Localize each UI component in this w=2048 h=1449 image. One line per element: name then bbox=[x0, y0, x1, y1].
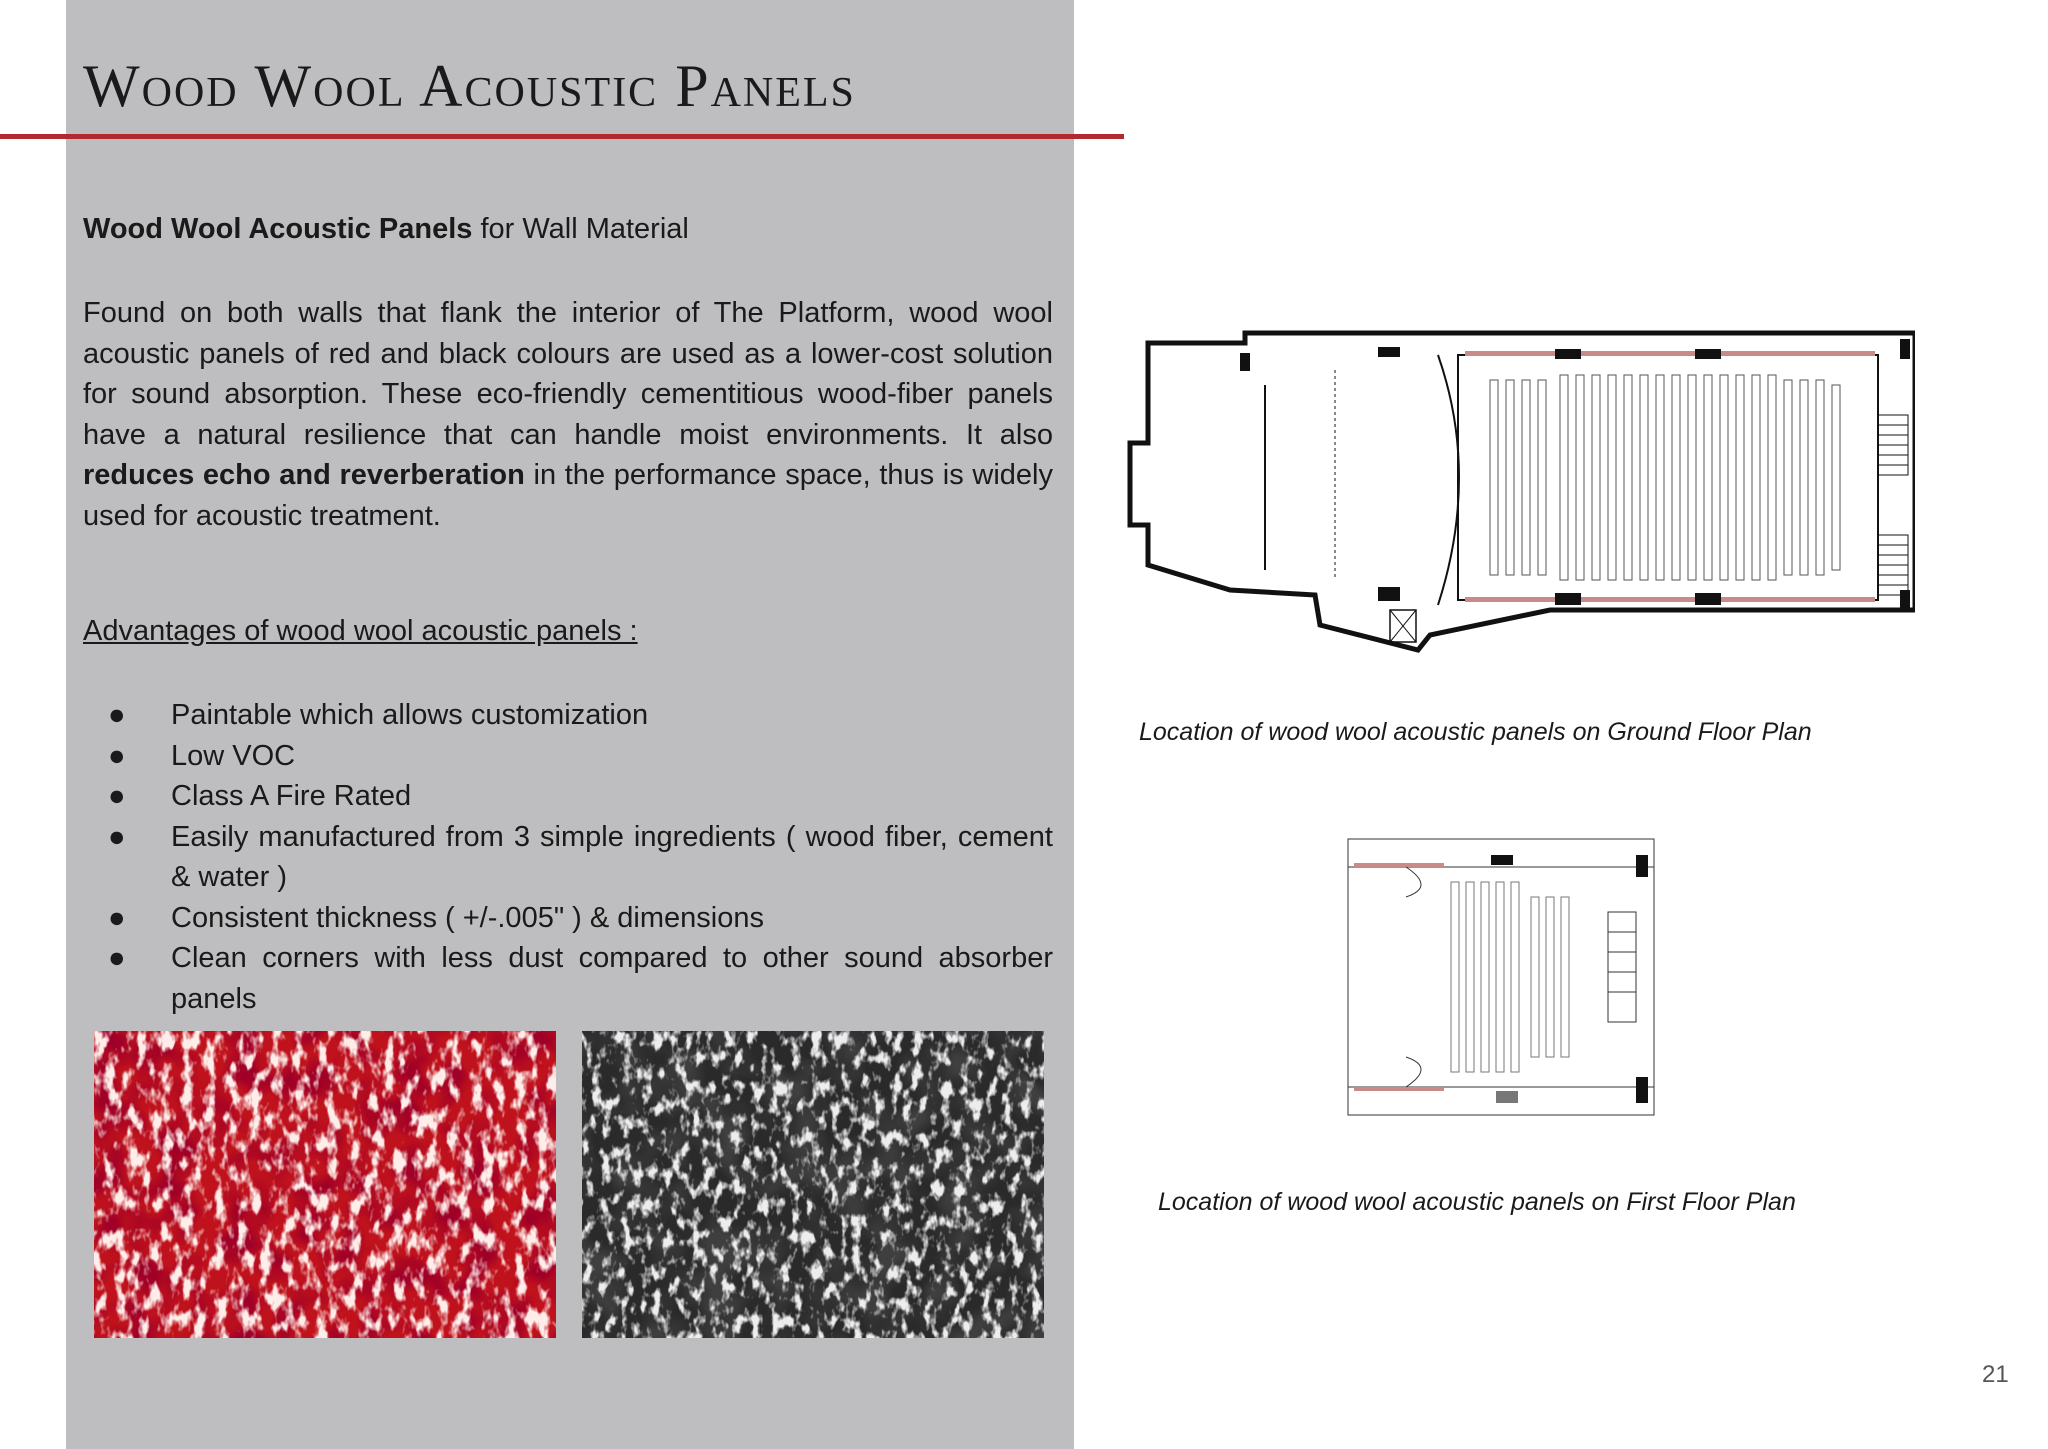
description-paragraph bbox=[83, 293, 1053, 536]
bullet-icon: ● bbox=[108, 820, 126, 853]
ground-floor-plan-drawing bbox=[1120, 325, 1915, 685]
list-item bbox=[83, 695, 1053, 736]
black-panel-swatch-image bbox=[582, 1031, 1044, 1338]
first-floor-plan-caption: Location of wood wool acoustic panels on First Floor Plan bbox=[1158, 1188, 1796, 1216]
list-item-text: Clean corners with less dust compared to other sound absorber panels bbox=[171, 942, 1053, 1015]
list-item bbox=[83, 898, 1053, 939]
list-item-text: Easily manufactured from 3 simple ingredients ( wood fiber, cement & water ) bbox=[171, 820, 1053, 893]
title-divider bbox=[0, 134, 1124, 139]
bullet-icon: ● bbox=[108, 699, 126, 731]
page-number: 21 bbox=[1982, 1361, 2009, 1388]
ground-floor-plan-caption: Location of wood wool acoustic panels on Ground Floor Plan bbox=[1139, 718, 1812, 746]
bullet-icon: ● bbox=[108, 942, 126, 974]
subtitle bbox=[83, 213, 689, 246]
list-item bbox=[83, 817, 1053, 898]
description-bold: reduces echo and reverberation bbox=[83, 459, 525, 491]
list-item bbox=[83, 736, 1053, 777]
list-item-text: Low VOC bbox=[171, 739, 296, 772]
list-item-text: Paintable which allows customization bbox=[171, 699, 649, 731]
list-item-text: Class A Fire Rated bbox=[171, 780, 412, 812]
advantages-list bbox=[83, 695, 1053, 1019]
red-panel-swatch-image bbox=[94, 1031, 556, 1338]
description-part2: in the performance space, thus is widely used for acoustic treatment. bbox=[83, 459, 1054, 532]
advantages-heading: Advantages of wood wool acoustic panels : bbox=[83, 615, 638, 647]
list-item bbox=[83, 938, 1053, 1019]
first-floor-plan-drawing bbox=[1346, 837, 1656, 1117]
list-item-text: Consistent thickness ( +/-.005" ) & dimensions bbox=[171, 901, 764, 934]
bullet-icon: ● bbox=[108, 739, 126, 772]
subtitle-rest: for Wall Material bbox=[472, 213, 689, 245]
bullet-icon: ● bbox=[108, 780, 126, 812]
list-item bbox=[83, 776, 1053, 817]
description-part1: Found on both walls that flank the interior of The Platform, wood wool acoustic panels of red and black colours are used as a lower-cost solution for sound absorption. These eco-friendly cementitious wood-fiber panels have a natural resilience that can handle moist environments. It also bbox=[83, 297, 1053, 451]
page-title: Wood Wool Acoustic Panels bbox=[83, 53, 856, 119]
subtitle-bold: Wood Wool Acoustic Panels bbox=[83, 213, 473, 245]
bullet-icon: ● bbox=[108, 901, 126, 934]
